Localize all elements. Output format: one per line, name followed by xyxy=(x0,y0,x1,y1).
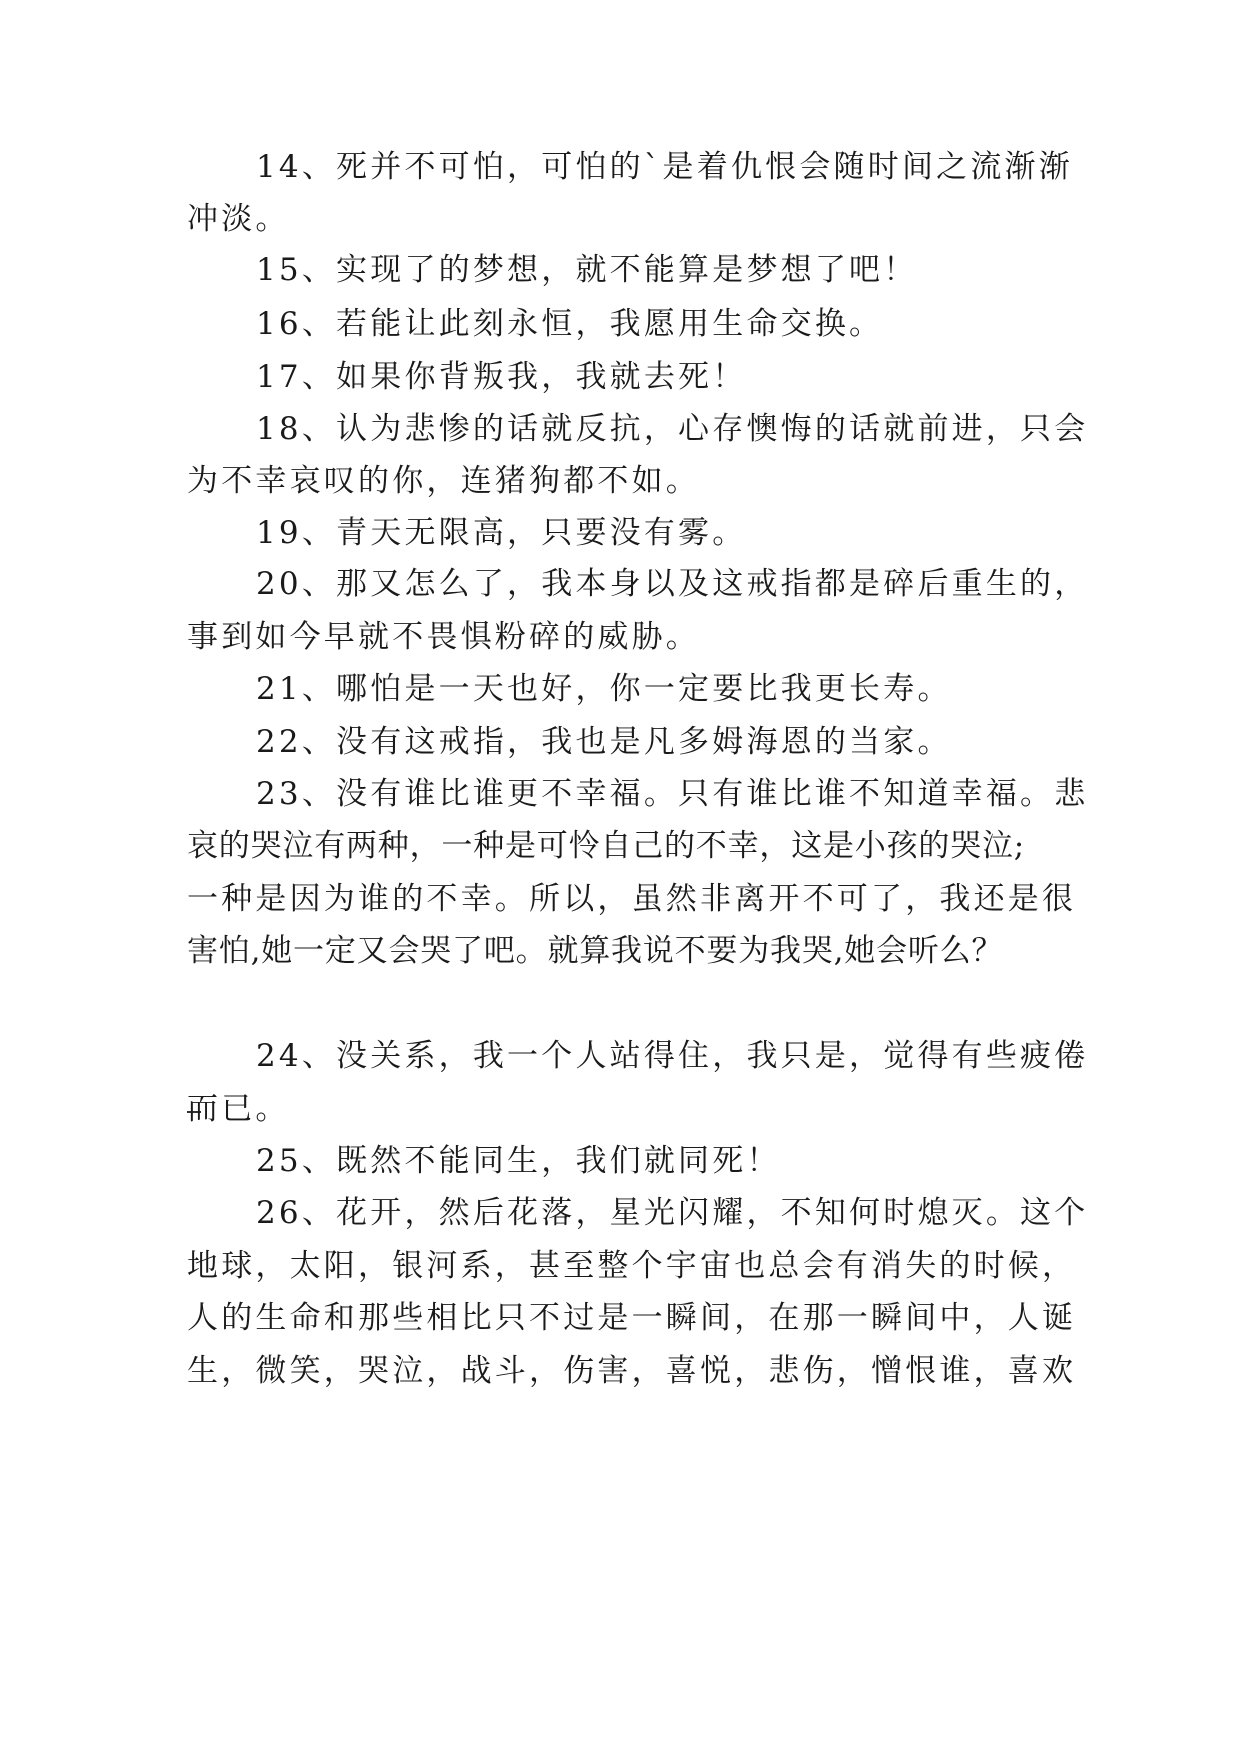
paragraph-18-line-2: 为不幸哀叹的你，连猪狗都不如。 xyxy=(187,463,700,499)
paragraph-23-line-2: 哀的哭泣有两种，一种是可怜自己的不幸，这是小孩的哭泣; xyxy=(187,828,1026,864)
paragraph-23-line-1: 23、没有谁比谁更不幸福。只有谁比谁不知道幸福。悲 xyxy=(256,776,1089,812)
paragraph-22: 22、没有这戒指，我也是凡多姆海恩的当家。 xyxy=(256,724,952,760)
paragraph-23-line-4: 害怕,她一定又会哭了吧。就算我说不要为我哭,她会听么？ xyxy=(187,933,1004,969)
paragraph-26-line-2: 地球，太阳，银河系，甚至整个宇宙也总会有消失的时候， xyxy=(187,1248,1077,1284)
paragraph-19: 19、青天无限高，只要没有雾。 xyxy=(256,515,747,551)
paragraph-15: 15、实现了的梦想，就不能算是梦想了吧！ xyxy=(256,252,918,288)
paragraph-14-line-1: 14、死并不可怕，可怕的`是着仇恨会随时间之流渐渐 xyxy=(256,149,1073,185)
paragraph-26-line-4: 生，微笑，哭泣，战斗，伤害，喜悦，悲伤，憎恨谁，喜欢 xyxy=(187,1353,1077,1389)
paragraph-21: 21、哪怕是一天也好，你一定要比我更长寿。 xyxy=(256,671,952,707)
paragraph-14-line-2: 冲淡。 xyxy=(187,201,290,237)
paragraph-20-line-1: 20、那又怎么了，我本身以及这戒指都是碎后重生的， xyxy=(256,566,1089,602)
paragraph-24-line-2: 而已。 xyxy=(187,1091,290,1127)
paragraph-26-line-3: 人的生命和那些相比只不过是一瞬间，在那一瞬间中，人诞 xyxy=(187,1300,1077,1336)
paragraph-24-line-1: 24、没关系，我一个人站得住，我只是，觉得有些疲倦 xyxy=(256,1038,1089,1074)
paragraph-16: 16、若能让此刻永恒，我愿用生命交换。 xyxy=(256,306,884,342)
paragraph-20-line-2: 事到如今早就不畏惧粉碎的威胁。 xyxy=(187,619,700,655)
paragraph-26-line-1: 26、花开，然后花落，星光闪耀，不知何时熄灭。这个 xyxy=(256,1195,1089,1231)
paragraph-25: 25、既然不能同生，我们就同死！ xyxy=(256,1143,781,1179)
paragraph-18-line-1: 18、认为悲惨的话就反抗，心存懊悔的话就前进，只会 xyxy=(256,411,1089,447)
paragraph-23-line-3: 一种是因为谁的不幸。所以，虽然非离开不可了，我还是很 xyxy=(187,881,1077,917)
paragraph-17: 17、如果你背叛我，我就去死！ xyxy=(256,359,747,395)
